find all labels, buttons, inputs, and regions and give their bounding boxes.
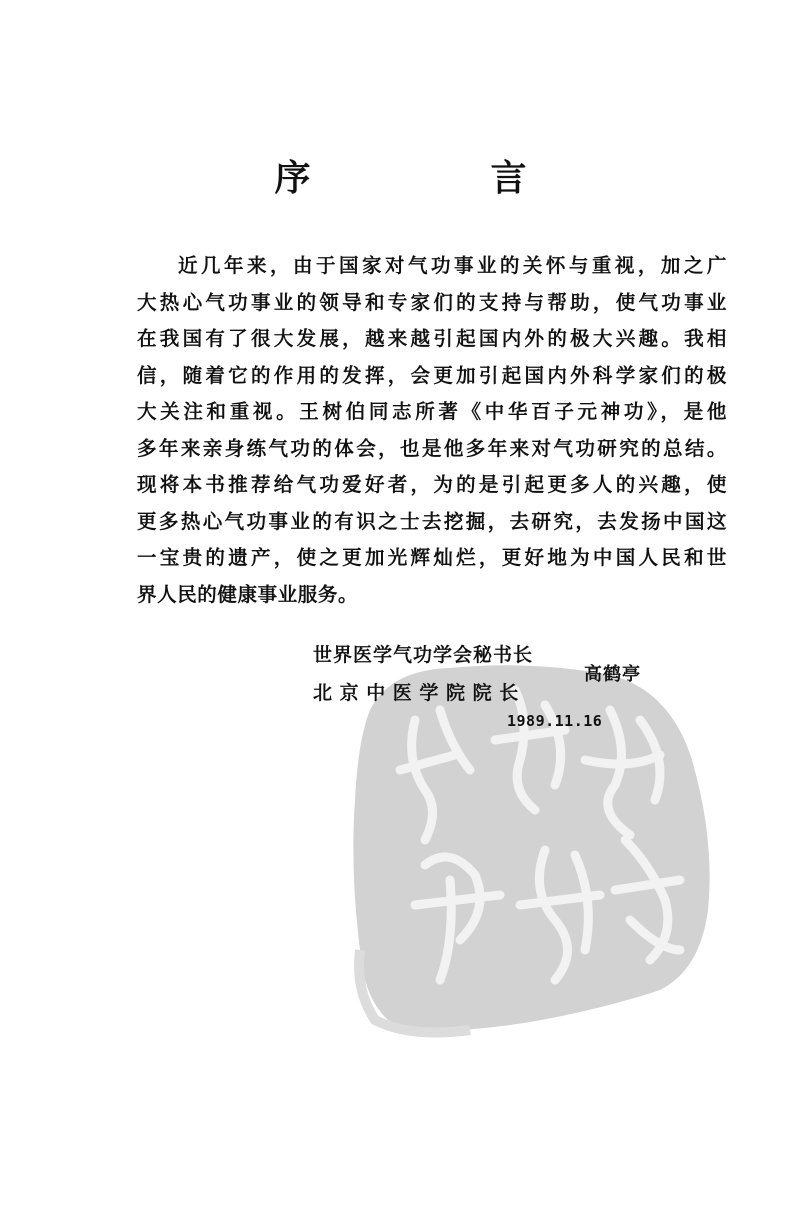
preface-line: 大热心气功事业的领导和专家们的支持与帮助，使气功事业 (137, 290, 727, 314)
preface-line: 现将本书推荐给气功爱好者，为的是引起更多人的兴趣，使 (137, 473, 727, 496)
preface-line: 近几年来，由于国家对气功事业的关怀与重视，加之广 (178, 254, 727, 277)
preface-line: 界人民的健康事业服务。 (137, 582, 359, 606)
signature-date: 1989.11.16 (507, 712, 603, 730)
preface-line: 大关注和重视。王树伯同志所著《中华百子元神功》，是他 (137, 400, 727, 423)
preface-line: 一宝贵的遗产，使之更加光辉灿烂，更好地为中国人民和世 (137, 546, 727, 569)
signature-title-1: 世界医学气功学会秘书长 (313, 644, 534, 666)
page-title: 序 言 (274, 158, 599, 199)
preface-body (137, 248, 727, 613)
seal-stamp-icon (330, 650, 730, 1040)
signature-name: 高鹤亭 (584, 664, 641, 685)
preface-line: 更多热心气功事业的有识之士去挖掘，去研究，去发扬中国这 (137, 509, 727, 533)
preface-line: 多年来亲身练气功的体会，也是他多年来对气功研究的总结。 (137, 436, 727, 460)
preface-line: 在我国有了很大发展，越来越引起国内外的极大兴趣。我相 (137, 327, 727, 350)
signature-title-2: 北京中医学院院长 (313, 682, 526, 704)
preface-line: 信，随着它的作用的发挥，会更加引起国内外科学家们的极 (137, 363, 727, 387)
